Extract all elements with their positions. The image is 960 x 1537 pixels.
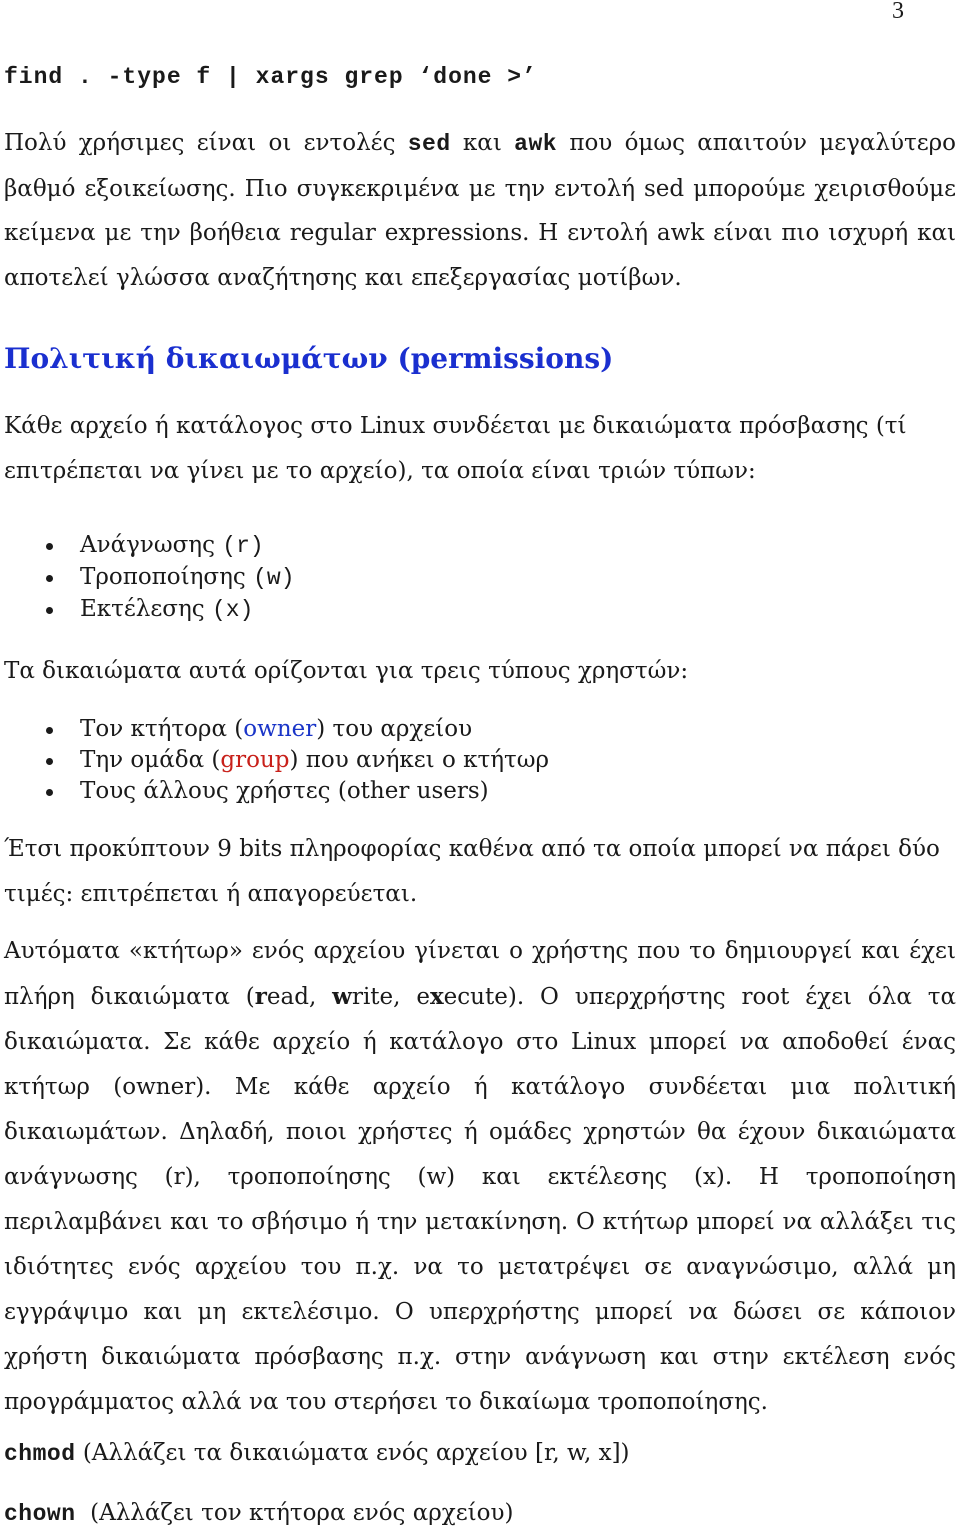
chmod-command: chmod [4,1441,76,1467]
chown-line: chown (Αλλάζει τον κτήτορα ενός αρχείου) [4,1500,514,1527]
chmod-line: chmod (Αλλάζει τα δικαιώματα ενός αρχείου [r, w, x]) [4,1440,630,1467]
owner-paragraph: Αυτόματα «κτήτωρ» ενός αρχείου γίνεται ο χρήστης που το δημιουργεί και έχει πλήρη δικαιώματα (read, write, execute). Ο υπερχρήστης root έχει όλα τα δικαιώματα. Σε κάθε αρχείο ή κατάλογο στο Linux μπορεί να αποδοθεί ένας κτήτωρ (owner). Με κάθε αρχείο ή κατάλογο συνδέεται μια πολιτική δικαιωμάτων. Δηλαδή, ποιοι χρήστες ή ομάδες χρηστών θα έχουν δικαιώματα ανάγνωσης (r), τροποποίησης (w) και εκτέλεσης (x). Η τροποποίηση περιλαμβάνει και το σβήσιμο ή την μετακίνηση. Ο κτήτωρ μπορεί να αλλάξει τις ιδιότητες ενός αρχείου του π.χ. να το μετατρέψει σε αναγνώσιμο, αλλά μη εγγράψιμο και μη εκτελέσιμο. Ο υπερχρήστης μπορεί να δώσει σε κάποιον χρήστη δικαιώματα πρόσβασης π.χ. στην ανάγνωση και στην εκτέλεση ενός προγράμματος αλλά να του στερήσει το δικαίωμα τροποποίησης. [4,938,956,1415]
chown-command: chown [4,1501,76,1527]
bits-paragraph: Έτσι προκύπτουν 9 bits πληροφορίας καθένα από τα οποία μπορεί να πάρει δύο τιμές: επιτρέπεται ή απαγορεύεται. [4,836,940,907]
permissions-intro-paragraph: Κάθε αρχείο ή κατάλογος στο Linux συνδέεται με δικαιώματα πρόσβασης (τί επιτρέπεται να γίνει με το αρχείο), τα οποία είναι τριών τύπων: [4,413,907,484]
sed-command: sed [407,131,451,157]
awk-command: awk [514,131,558,157]
list-item-read: Ανάγνωσης (r) [4,530,956,562]
owner-term: owner [243,716,317,742]
list-item-group: Την ομάδα (group) που ανήκει ο κτήτωρ [4,745,956,776]
section-heading: Πολιτική δικαιωμάτων (permissions) [4,342,614,375]
user-types-list [4,714,956,807]
permission-types-list [4,530,956,626]
list-item-execute: Εκτέλεσης (x) [4,594,956,626]
group-term: group [220,747,290,773]
list-item-write: Τροποποίησης (w) [4,562,956,594]
user-types-intro: Τα δικαιώματα αυτά ορίζονται για τρεις τύπους χρηστών: [4,658,689,684]
list-item-other: Τους άλλους χρήστες (other users) [4,776,956,807]
intro-paragraph: Πολύ χρήσιμες είναι οι εντολές sed και awk που όμως απαιτούν μεγαλύτερο βαθμό εξοικείωσης. Πιο συγκεκριμένα με την εντολή sed μπορούμε χειρισθούμε κείμενα με την βοήθεια regular expressions. Η εντολή awk είναι πιο ισχυρή και αποτελεί γλώσσα αναζήτησης και επεξεργασίας μοτίβων. [4,130,956,291]
page-number: 3 [892,0,904,24]
find-command-example: find . -type f | xargs grep ‘done >’ [4,64,537,90]
list-item-owner: Τον κτήτορα (owner) του αρχείου [4,714,956,745]
